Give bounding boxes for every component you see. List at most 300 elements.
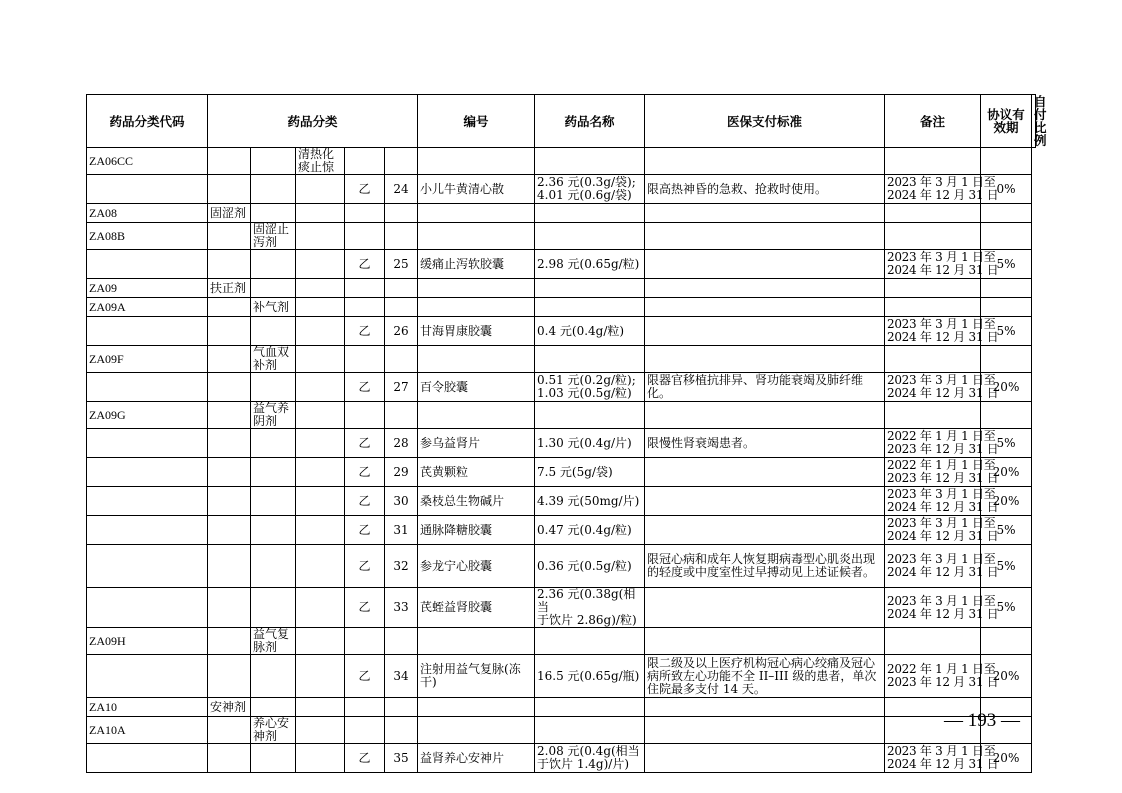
- drug-cat2-cell: [251, 458, 296, 487]
- category-class-cell: [345, 717, 385, 744]
- pay-line-1: 0.36 元(0.5g/粒): [537, 558, 632, 573]
- category-pay-cell: [535, 204, 645, 223]
- drug-note-cell: [645, 487, 885, 516]
- category-level3-cell: [296, 298, 345, 317]
- drug-number-cell: 24: [385, 175, 418, 204]
- drug-cat1-cell: [208, 175, 251, 204]
- category-period-cell: [885, 223, 981, 250]
- drug-cat3-cell: [296, 545, 345, 588]
- category-row: [87, 223, 1036, 250]
- category-class-cell: [345, 204, 385, 223]
- drug-number-cell: 26: [385, 317, 418, 346]
- category-row: [87, 204, 1036, 223]
- drug-ratio-cell: 5%: [981, 429, 1032, 458]
- category-level2-cell: 益气养阴剂: [251, 402, 296, 429]
- category-level2-cell: [251, 279, 296, 298]
- category-code-cell: ZA06CC: [87, 148, 208, 175]
- category-number-cell: [385, 223, 418, 250]
- drug-row: [87, 545, 1036, 588]
- drug-pay-cell: [535, 458, 645, 487]
- category-class-cell: [345, 402, 385, 429]
- category-number-cell: [385, 204, 418, 223]
- period-end: 2023 年 12 月 31 日: [887, 442, 999, 456]
- drug-row: [87, 317, 1036, 346]
- category-pay-cell: [535, 402, 645, 429]
- drug-cat1-cell: [208, 545, 251, 588]
- category-code-cell: ZA10: [87, 698, 208, 717]
- drug-note-cell: 限二级及以上医疗机构冠心病心绞痛及冠心病所致左心功能不全 II–III 级的患者，单次住院最多支付 14 天。: [645, 655, 885, 698]
- category-class-cell: [345, 698, 385, 717]
- drug-number-cell: 30: [385, 487, 418, 516]
- category-note-cell: [645, 298, 885, 317]
- period-end: 2024 年 12 月 31 日: [887, 606, 999, 621]
- category-level2-cell: [251, 698, 296, 717]
- category-level1-cell: [208, 148, 251, 175]
- category-pay-cell: [535, 628, 645, 655]
- category-note-cell: [645, 717, 885, 744]
- category-name-cell: [418, 223, 535, 250]
- category-level3-cell: [296, 204, 345, 223]
- drug-cat3-cell: [296, 588, 345, 628]
- category-level1-cell: [208, 223, 251, 250]
- category-number-cell: [385, 402, 418, 429]
- category-note-cell: [645, 628, 885, 655]
- category-level1-cell: [208, 402, 251, 429]
- category-note-cell: [645, 346, 885, 373]
- category-period-cell: [885, 628, 981, 655]
- category-class-cell: [345, 346, 385, 373]
- drug-cat1-cell: [208, 429, 251, 458]
- drug-class-cell: 乙: [345, 429, 385, 458]
- drug-cat3-cell: [296, 175, 345, 204]
- drug-pay-cell: [535, 487, 645, 516]
- category-row: [87, 628, 1036, 655]
- category-level1-cell: [208, 346, 251, 373]
- drug-number-cell: 34: [385, 655, 418, 698]
- drug-cat1-cell: [208, 655, 251, 698]
- category-level3-cell: [296, 717, 345, 744]
- pay-line-1: 16.5 元(0.65g/瓶): [537, 668, 640, 683]
- pay-line-1: 2.36 元(0.38g(相当: [537, 587, 636, 614]
- pay-line-2: 1.03 元(0.5g/粒): [537, 386, 632, 400]
- period-end: 2024 年 12 月 31 日: [887, 330, 999, 344]
- category-level2-cell: [251, 204, 296, 223]
- category-ratio-cell: [981, 298, 1032, 317]
- category-ratio-cell: [981, 402, 1032, 429]
- drug-code-cell: [87, 373, 208, 402]
- drug-cat2-cell: [251, 429, 296, 458]
- period-end: 2023 年 12 月 31 日: [887, 675, 999, 689]
- category-code-cell: ZA08B: [87, 223, 208, 250]
- drug-pay-cell: [535, 429, 645, 458]
- drug-period-cell: [885, 458, 999, 487]
- header-ratio: 自付比例: [1032, 95, 1036, 148]
- drug-code-cell: [87, 487, 208, 516]
- drug-pay-cell: [535, 175, 645, 204]
- drug-note-cell: [645, 317, 885, 346]
- category-level2-cell: 补气剂: [251, 298, 296, 317]
- drug-number-cell: 29: [385, 458, 418, 487]
- drug-period-cell: [885, 317, 999, 346]
- period-end: 2024 年 12 月 31 日: [887, 386, 999, 400]
- pay-line-1: 2.36 元(0.3g/袋);: [537, 175, 636, 189]
- drug-cat2-cell: [251, 744, 296, 773]
- category-row: [87, 346, 1036, 373]
- drug-cat2-cell: [251, 655, 296, 698]
- drug-note-cell: [645, 588, 885, 628]
- drug-note-cell: [645, 458, 885, 487]
- header-code: 药品分类代码: [87, 95, 208, 148]
- drug-pay-cell: [535, 545, 645, 588]
- drug-period-cell: [885, 516, 999, 545]
- pay-line-1: 4.39 元(50mg/片): [537, 493, 640, 508]
- header-note: 备注: [885, 95, 981, 148]
- period-end: 2024 年 12 月 31 日: [887, 188, 999, 202]
- drug-name-cell: 芪黄颗粒: [418, 458, 535, 487]
- drug-class-cell: 乙: [345, 516, 385, 545]
- drug-code-cell: [87, 545, 208, 588]
- drug-cat3-cell: [296, 373, 345, 402]
- period-start: 2023 年 3 月 1 日至: [887, 516, 996, 530]
- drug-cat1-cell: [208, 250, 251, 279]
- drug-ratio-cell: 20%: [981, 487, 1032, 516]
- drug-ratio-cell: 5%: [981, 545, 1032, 588]
- category-period-cell: [885, 279, 981, 298]
- category-code-cell: ZA09H: [87, 628, 208, 655]
- category-level2-cell: 益气复脉剂: [251, 628, 296, 655]
- category-name-cell: [418, 279, 535, 298]
- drug-class-cell: 乙: [345, 317, 385, 346]
- category-class-cell: [345, 223, 385, 250]
- drug-name-cell: 参龙宁心胶囊: [418, 545, 535, 588]
- category-pay-cell: [535, 279, 645, 298]
- category-level3-cell: [296, 223, 345, 250]
- drug-cat1-cell: [208, 458, 251, 487]
- pay-line-1: 0.51 元(0.2g/粒);: [537, 373, 636, 387]
- category-note-cell: [645, 148, 885, 175]
- drug-number-cell: 32: [385, 545, 418, 588]
- header-pay: 医保支付标准: [645, 95, 885, 148]
- category-name-cell: [418, 298, 535, 317]
- category-number-cell: [385, 628, 418, 655]
- drug-class-cell: 乙: [345, 373, 385, 402]
- category-level3-cell: [296, 279, 345, 298]
- drug-cat2-cell: [251, 545, 296, 588]
- drug-ratio-cell: 5%: [981, 516, 1032, 545]
- drug-cat2-cell: [251, 588, 296, 628]
- drug-cat3-cell: [296, 250, 345, 279]
- drug-ratio-cell: 5%: [981, 250, 1032, 279]
- category-level2-cell: 固涩止泻剂: [251, 223, 296, 250]
- period-start: 2023 年 3 月 1 日至: [887, 593, 996, 608]
- category-code-cell: ZA09G: [87, 402, 208, 429]
- drug-row: [87, 373, 1036, 402]
- category-ratio-cell: [981, 223, 1032, 250]
- drug-ratio-cell: 0%: [981, 175, 1032, 204]
- header-period: 协议有效期: [981, 95, 1032, 148]
- period-start: 2023 年 3 月 1 日至: [887, 373, 996, 387]
- drug-ratio-cell: 20%: [981, 373, 1032, 402]
- category-level2-cell: 气血双补剂: [251, 346, 296, 373]
- drug-ratio-cell: 20%: [981, 744, 1032, 773]
- category-pay-cell: [535, 298, 645, 317]
- category-level3-cell: [296, 402, 345, 429]
- category-pay-cell: [535, 698, 645, 717]
- drug-class-cell: 乙: [345, 655, 385, 698]
- drug-period-cell: [885, 545, 999, 588]
- drug-pay-cell: [535, 250, 645, 279]
- category-level1-cell: [208, 628, 251, 655]
- drug-pay-cell: [535, 516, 645, 545]
- category-pay-cell: [535, 223, 645, 250]
- drug-name-cell: 甘海胃康胶囊: [418, 317, 535, 346]
- drug-cat1-cell: [208, 487, 251, 516]
- drug-ratio-cell: 5%: [981, 588, 1032, 628]
- category-level1-cell: [208, 298, 251, 317]
- drug-name-cell: 通脉降糖胶囊: [418, 516, 535, 545]
- category-note-cell: [645, 402, 885, 429]
- drug-period-cell: [885, 373, 999, 402]
- header-category: 药品分类: [208, 95, 418, 148]
- category-class-cell: [345, 148, 385, 175]
- drug-pay-cell: [535, 317, 645, 346]
- category-class-cell: [345, 279, 385, 298]
- category-name-cell: [418, 628, 535, 655]
- drug-pay-cell: [535, 373, 645, 402]
- category-name-cell: [418, 148, 535, 175]
- drug-code-cell: [87, 655, 208, 698]
- category-code-cell: ZA10A: [87, 717, 208, 744]
- period-start: 2022 年 1 月 1 日至: [887, 429, 996, 443]
- category-number-cell: [385, 148, 418, 175]
- period-end: 2023 年 12 月 31 日: [887, 471, 999, 485]
- category-period-cell: [885, 204, 981, 223]
- period-start: 2022 年 1 月 1 日至: [887, 458, 996, 472]
- category-row: [87, 698, 1036, 717]
- drug-period-cell: [885, 487, 999, 516]
- category-code-cell: ZA08: [87, 204, 208, 223]
- drug-name-cell: 注射用益气复脉(冻干): [418, 655, 535, 698]
- category-number-cell: [385, 298, 418, 317]
- drug-catalog-table: [86, 94, 1047, 773]
- category-number-cell: [385, 698, 418, 717]
- drug-code-cell: [87, 516, 208, 545]
- drug-cat1-cell: [208, 516, 251, 545]
- period-start: 2022 年 1 月 1 日至: [887, 662, 996, 676]
- category-row: [87, 148, 1036, 175]
- period-start: 2023 年 3 月 1 日至: [887, 487, 996, 501]
- category-row: [87, 279, 1036, 298]
- category-period-cell: [885, 298, 981, 317]
- drug-class-cell: 乙: [345, 487, 385, 516]
- drug-number-cell: 31: [385, 516, 418, 545]
- drug-class-cell: 乙: [345, 458, 385, 487]
- drug-code-cell: [87, 429, 208, 458]
- category-row: [87, 298, 1036, 317]
- category-row: [87, 717, 1036, 744]
- pay-line-1: 0.4 元(0.4g/粒): [537, 323, 625, 338]
- drug-ratio-cell: 20%: [981, 458, 1032, 487]
- drug-note-cell: 限慢性肾衰竭患者。: [645, 429, 885, 458]
- drug-row: [87, 250, 1036, 279]
- pay-line-2: 于饮片 1.4g)/片): [537, 757, 630, 771]
- period-end: 2024 年 12 月 31 日: [887, 565, 999, 579]
- drug-code-cell: [87, 175, 208, 204]
- drug-ratio-cell: 5%: [981, 317, 1032, 346]
- category-name-cell: [418, 698, 535, 717]
- period-start: 2023 年 3 月 1 日至: [887, 552, 996, 566]
- drug-number-cell: 28: [385, 429, 418, 458]
- drug-note-cell: 限器官移植抗排异、肾功能衰竭及肺纤维化。: [645, 373, 885, 402]
- drug-period-cell: [885, 744, 999, 773]
- category-note-cell: [645, 223, 885, 250]
- category-pay-cell: [535, 346, 645, 373]
- category-class-cell: [345, 298, 385, 317]
- drug-note-cell: 限冠心病和成年人恢复期病毒型心肌炎出现的轻度或中度室性过早搏动见上述证候者。: [645, 545, 885, 588]
- category-level1-cell: 固涩剂: [208, 204, 251, 223]
- category-ratio-cell: [981, 148, 1032, 175]
- category-note-cell: [645, 204, 885, 223]
- category-class-cell: [345, 628, 385, 655]
- drug-row: [87, 175, 1036, 204]
- drug-period-cell: [885, 588, 999, 628]
- category-ratio-cell: [981, 279, 1032, 298]
- drug-class-cell: 乙: [345, 744, 385, 773]
- drug-row: [87, 487, 1036, 516]
- period-start: 2023 年 3 月 1 日至: [887, 317, 996, 331]
- category-name-cell: [418, 204, 535, 223]
- drug-note-cell: [645, 250, 885, 279]
- drug-code-cell: [87, 250, 208, 279]
- drug-note-cell: [645, 516, 885, 545]
- drug-cat1-cell: [208, 373, 251, 402]
- category-level3-cell: [296, 628, 345, 655]
- period-end: 2024 年 12 月 31 日: [887, 500, 999, 514]
- header-no: 编号: [418, 95, 535, 148]
- drug-period-cell: [885, 655, 999, 698]
- drug-ratio-cell: 20%: [981, 655, 1032, 698]
- category-code-cell: ZA09A: [87, 298, 208, 317]
- drug-cat2-cell: [251, 516, 296, 545]
- drug-row: [87, 588, 1036, 628]
- period-end: 2024 年 12 月 31 日: [887, 263, 999, 277]
- category-level3-cell: [296, 346, 345, 373]
- drug-code-cell: [87, 588, 208, 628]
- drug-cat1-cell: [208, 744, 251, 773]
- drug-row: [87, 458, 1036, 487]
- category-level1-cell: [208, 717, 251, 744]
- pay-line-2: 于饮片 2.86g)/粒): [537, 613, 637, 627]
- drug-cat2-cell: [251, 250, 296, 279]
- category-level3-cell: [296, 698, 345, 717]
- drug-number-cell: 35: [385, 744, 418, 773]
- period-start: 2023 年 3 月 1 日至: [887, 250, 996, 264]
- drug-note-cell: [645, 744, 885, 773]
- category-level1-cell: 扶正剂: [208, 279, 251, 298]
- category-note-cell: [645, 279, 885, 298]
- drug-pay-cell: [535, 588, 645, 628]
- category-ratio-cell: [981, 346, 1032, 373]
- drug-name-cell: 芪蛭益肾胶囊: [418, 588, 535, 628]
- drug-name-cell: 百令胶囊: [418, 373, 535, 402]
- category-pay-cell: [535, 717, 645, 744]
- drug-name-cell: 桑枝总生物碱片: [418, 487, 535, 516]
- period-end: 2024 年 12 月 31 日: [887, 757, 999, 771]
- drug-cat3-cell: [296, 655, 345, 698]
- period-start: 2023 年 3 月 1 日至: [887, 175, 996, 189]
- page-number: — 193 —: [944, 710, 1020, 731]
- period-start: 2023 年 3 月 1 日至: [887, 744, 996, 758]
- category-ratio-cell: [981, 204, 1032, 223]
- category-level2-cell: 养心安神剂: [251, 717, 296, 744]
- drug-cat2-cell: [251, 317, 296, 346]
- header-name: 药品名称: [535, 95, 645, 148]
- drug-row: [87, 516, 1036, 545]
- table-body: [87, 148, 1036, 773]
- drug-number-cell: 25: [385, 250, 418, 279]
- drug-cat3-cell: [296, 744, 345, 773]
- drug-name-cell: 小儿牛黄清心散: [418, 175, 535, 204]
- drug-cat3-cell: [296, 458, 345, 487]
- drug-name-cell: 参乌益肾片: [418, 429, 535, 458]
- drug-class-cell: 乙: [345, 175, 385, 204]
- drug-class-cell: 乙: [345, 250, 385, 279]
- category-name-cell: [418, 346, 535, 373]
- category-level3-cell: 清热化痰止惊: [296, 148, 345, 175]
- category-level1-cell: 安神剂: [208, 698, 251, 717]
- drug-number-cell: 33: [385, 588, 418, 628]
- category-pay-cell: [535, 148, 645, 175]
- category-ratio-cell: [981, 628, 1032, 655]
- drug-name-cell: 缓痛止泻软胶囊: [418, 250, 535, 279]
- pay-line-1: 1.30 元(0.4g/片): [537, 435, 632, 450]
- drug-code-cell: [87, 317, 208, 346]
- drug-row: [87, 744, 1036, 773]
- category-note-cell: [645, 698, 885, 717]
- drug-row: [87, 655, 1036, 698]
- category-period-cell: [885, 346, 981, 373]
- drug-cat3-cell: [296, 487, 345, 516]
- drug-period-cell: [885, 175, 999, 204]
- category-name-cell: [418, 717, 535, 744]
- drug-code-cell: [87, 744, 208, 773]
- drug-cat1-cell: [208, 588, 251, 628]
- pay-line-1: 7.5 元(5g/袋): [537, 464, 613, 479]
- drug-code-cell: [87, 458, 208, 487]
- pay-line-2: 4.01 元(0.6g/袋): [537, 188, 632, 202]
- drug-cat2-cell: [251, 487, 296, 516]
- drug-pay-cell: [535, 744, 645, 773]
- drug-cat3-cell: [296, 429, 345, 458]
- drug-cat3-cell: [296, 516, 345, 545]
- drug-name-cell: 益肾养心安神片: [418, 744, 535, 773]
- pay-line-1: 2.98 元(0.65g/粒): [537, 256, 640, 271]
- drug-cat2-cell: [251, 175, 296, 204]
- drug-row: [87, 429, 1036, 458]
- category-code-cell: ZA09F: [87, 346, 208, 373]
- category-number-cell: [385, 717, 418, 744]
- table-header-row: [87, 95, 1036, 148]
- category-row: [87, 402, 1036, 429]
- drug-cat3-cell: [296, 317, 345, 346]
- drug-number-cell: 27: [385, 373, 418, 402]
- category-period-cell: [885, 402, 981, 429]
- category-code-cell: ZA09: [87, 279, 208, 298]
- drug-pay-cell: [535, 655, 645, 698]
- drug-period-cell: [885, 429, 999, 458]
- category-number-cell: [385, 346, 418, 373]
- category-number-cell: [385, 279, 418, 298]
